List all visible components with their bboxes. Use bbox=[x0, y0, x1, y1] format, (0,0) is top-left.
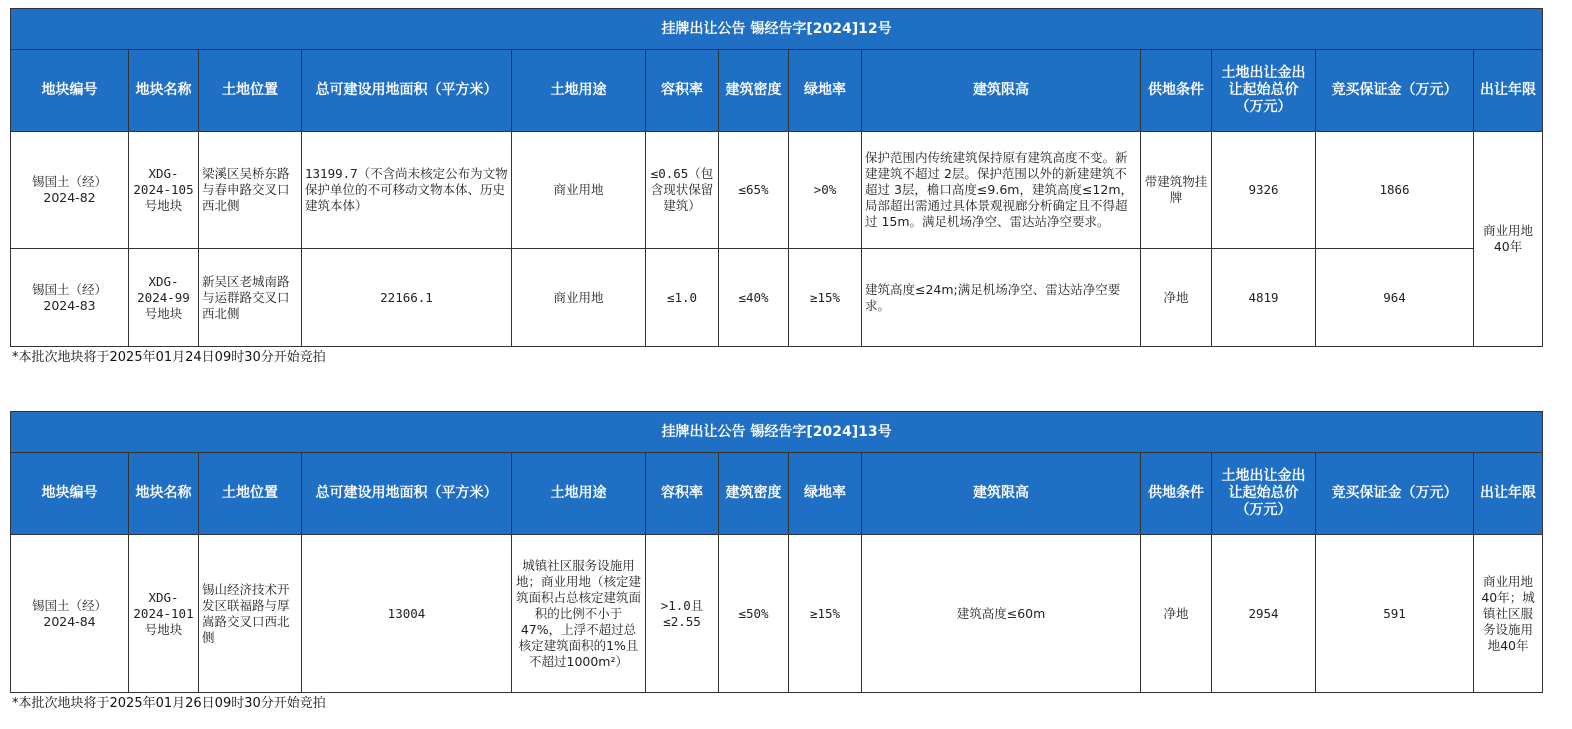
cell-density: ≤65% bbox=[719, 132, 789, 249]
notice-title: 挂牌出让公告 锡经告字[2024]13号 bbox=[11, 412, 1543, 453]
header-far: 容积率 bbox=[646, 453, 719, 535]
cell-plot-id: 锡国土（经）2024-83 bbox=[11, 249, 129, 347]
cell-plot-id: 锡国土（经）2024-82 bbox=[11, 132, 129, 249]
header-plot-name: 地块名称 bbox=[129, 50, 199, 132]
notice-table-12 bbox=[10, 8, 1543, 347]
table-row bbox=[11, 132, 1543, 249]
header-term: 出让年限 bbox=[1474, 50, 1543, 132]
cell-far: >1.0且≤2.55 bbox=[646, 535, 719, 693]
header-use: 土地用途 bbox=[512, 50, 646, 132]
table-row bbox=[11, 249, 1543, 347]
cell-density: ≤50% bbox=[719, 535, 789, 693]
cell-price: 9326 bbox=[1212, 132, 1316, 249]
header-location: 土地位置 bbox=[199, 50, 302, 132]
cell-height: 保护范围内传统建筑保持原有建筑高度不变。新建建筑不超过 2层。保护范围以外的新建建筑不超过 3层，檐口高度≤9.6m，建筑高度≤12m，局部超出需通过具体景观视廊分析确定且不得超过 15m。满足机场净空、雷达站净空要求。 bbox=[862, 132, 1141, 249]
cell-use: 商业用地 bbox=[512, 132, 646, 249]
header-density: 建筑密度 bbox=[719, 50, 789, 132]
cell-far: ≤0.65（包含现状保留建筑） bbox=[646, 132, 719, 249]
table-row bbox=[11, 535, 1543, 693]
cell-green: ≥15% bbox=[789, 535, 862, 693]
cell-area: 13004 bbox=[302, 535, 512, 693]
header-plot-id: 地块编号 bbox=[11, 453, 129, 535]
header-deposit: 竞买保证金（万元） bbox=[1316, 453, 1474, 535]
cell-plot-id: 锡国土（经）2024-84 bbox=[11, 535, 129, 693]
cell-location: 锡山经济技术开发区联福路与厚嵩路交叉口西北侧 bbox=[199, 535, 302, 693]
cell-height: 建筑高度≤60m bbox=[862, 535, 1141, 693]
notice-title: 挂牌出让公告 锡经告字[2024]12号 bbox=[11, 9, 1543, 50]
cell-supply: 净地 bbox=[1141, 535, 1212, 693]
cell-green: >0% bbox=[789, 132, 862, 249]
notice-table-13 bbox=[10, 411, 1543, 693]
header-green: 绿地率 bbox=[789, 50, 862, 132]
header-location: 土地位置 bbox=[199, 453, 302, 535]
header-plot-id: 地块编号 bbox=[11, 50, 129, 132]
header-use: 土地用途 bbox=[512, 453, 646, 535]
notice-block-13 bbox=[10, 411, 1542, 715]
cell-plot-name: XDG-2024-101号地块 bbox=[129, 535, 199, 693]
header-height: 建筑限高 bbox=[862, 50, 1141, 132]
cell-area: 22166.1 bbox=[302, 249, 512, 347]
cell-deposit: 964 bbox=[1316, 249, 1474, 347]
header-deposit: 竞买保证金（万元） bbox=[1316, 50, 1474, 132]
header-supply: 供地条件 bbox=[1141, 453, 1212, 535]
cell-use: 城镇社区服务设施用地；商业用地（核定建筑面积占总核定建筑面积的比例不小于47%，上浮不超过总核定建筑面积的1%且不超过1000m²） bbox=[512, 535, 646, 693]
cell-deposit: 591 bbox=[1316, 535, 1474, 693]
cell-area: 13199.7（不含尚未核定公布为文物保护单位的不可移动文物本体、历史建筑本体） bbox=[302, 132, 512, 249]
cell-term: 商业用地40年 bbox=[1474, 132, 1543, 347]
header-green: 绿地率 bbox=[789, 453, 862, 535]
cell-height: 建筑高度≤24m;满足机场净空、雷达站净空要求。 bbox=[862, 249, 1141, 347]
cell-plot-name: XDG-2024-105号地块 bbox=[129, 132, 199, 249]
header-term: 出让年限 bbox=[1474, 453, 1543, 535]
auction-note: *本批次地块将于2025年01月24日09时30分开始竞拍 bbox=[12, 350, 326, 365]
cell-price: 2954 bbox=[1212, 535, 1316, 693]
cell-term: 商业用地40年；城镇社区服务设施用地40年 bbox=[1474, 535, 1543, 693]
cell-supply: 带建筑物挂牌 bbox=[1141, 132, 1212, 249]
header-price: 土地出让金出让起始总价（万元） bbox=[1212, 50, 1316, 132]
header-price: 土地出让金出让起始总价（万元） bbox=[1212, 453, 1316, 535]
header-area: 总可建设用地面积（平方米） bbox=[302, 50, 512, 132]
auction-note: *本批次地块将于2025年01月26日09时30分开始竞拍 bbox=[12, 696, 326, 711]
cell-location: 新吴区老城南路与运群路交叉口西北侧 bbox=[199, 249, 302, 347]
cell-use: 商业用地 bbox=[512, 249, 646, 347]
cell-plot-name: XDG-2024-99号地块 bbox=[129, 249, 199, 347]
notice-block-12 bbox=[10, 8, 1542, 369]
cell-density: ≤40% bbox=[719, 249, 789, 347]
cell-supply: 净地 bbox=[1141, 249, 1212, 347]
header-height: 建筑限高 bbox=[862, 453, 1141, 535]
header-supply: 供地条件 bbox=[1141, 50, 1212, 132]
cell-deposit: 1866 bbox=[1316, 132, 1474, 249]
header-plot-name: 地块名称 bbox=[129, 453, 199, 535]
header-area: 总可建设用地面积（平方米） bbox=[302, 453, 512, 535]
cell-location: 梁溪区吴桥东路与春申路交叉口西北侧 bbox=[199, 132, 302, 249]
header-far: 容积率 bbox=[646, 50, 719, 132]
cell-price: 4819 bbox=[1212, 249, 1316, 347]
cell-green: ≥15% bbox=[789, 249, 862, 347]
header-density: 建筑密度 bbox=[719, 453, 789, 535]
cell-far: ≤1.0 bbox=[646, 249, 719, 347]
